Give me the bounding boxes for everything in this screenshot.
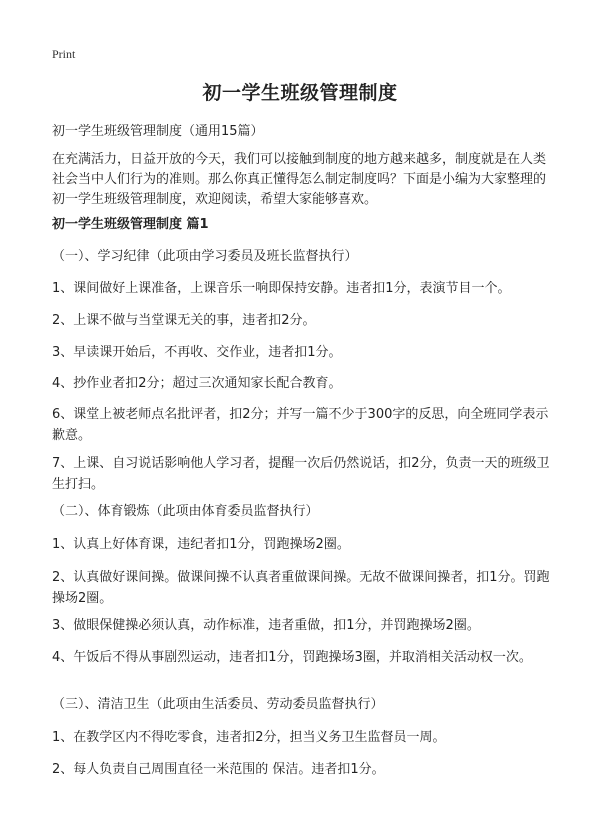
print-link[interactable]: Print — [52, 47, 76, 61]
list-item: 2、上课不做与当堂课无关的事，违者扣2分。 — [52, 313, 316, 328]
intro-paragraph: 在充满活力，日益开放的今天，我们可以接触到制度的地方越来越多，制度就是在人类社会当中人们行为的准则。那么你真正懂得怎么制定制度吗？下面是小编为大家整理的初一学生班级管理制度，欢迎阅读，希望大家能够喜欢。 — [52, 152, 547, 207]
page-title: 初一学生班级管理制度 — [202, 82, 398, 104]
list-item: 2、认真做好课间操。做课间操不认真者重做课间操。无故不做课间操者，扣1分。罚跑操场2圈。 — [52, 570, 550, 606]
group-heading-sports: （二）、体育锻炼（此项由体育委员监督执行） — [52, 504, 319, 519]
group-heading-hygiene: （三）、清洁卫生（此项由生活委员、劳动委员监督执行） — [52, 697, 384, 712]
list-item: 1、在教学区内不得吃零食，违者扣2分，担当义务卫生监督员一周。 — [52, 730, 446, 745]
group-heading-study: （一）、学习纪律（此项由学习委员及班长监督执行） — [52, 249, 358, 264]
list-item: 6、课堂上被老师点名批评者，扣2分；并写一篇不少于300字的反思，向全班同学表示歉意。 — [52, 407, 549, 443]
list-item: 1、课间做好上课准备，上课音乐一响即保持安静。违者扣1分，表演节目一个。 — [52, 281, 511, 296]
list-item: 4、抄作业者扣2分；超过三次通知家长配合教育。 — [52, 376, 342, 391]
section-heading: 初一学生班级管理制度 篇1 — [52, 217, 209, 232]
subtitle: 初一学生班级管理制度（通用15篇） — [52, 124, 264, 139]
list-item: 1、认真上好体育课，违纪者扣1分，罚跑操场2圈。 — [52, 537, 350, 552]
list-item: 3、做眼保健操必须认真，动作标准，违者重做，扣1分，并罚跑操场2圈。 — [52, 618, 480, 633]
list-item: 4、午饭后不得从事剧烈运动，违者扣1分，罚跑操场3圈，并取消相关活动权一次。 — [52, 650, 532, 665]
list-item: 2、每人负责自己周围直径一米范围的 保洁。违者扣1分。 — [52, 762, 385, 777]
list-item: 3、早读课开始后，不再收、交作业，违者扣1分。 — [52, 345, 342, 360]
list-item: 7、上课、自习说话影响他人学习者，提醒一次后仍然说话，扣2分，负责一天的班级卫生打扫。 — [52, 456, 550, 492]
